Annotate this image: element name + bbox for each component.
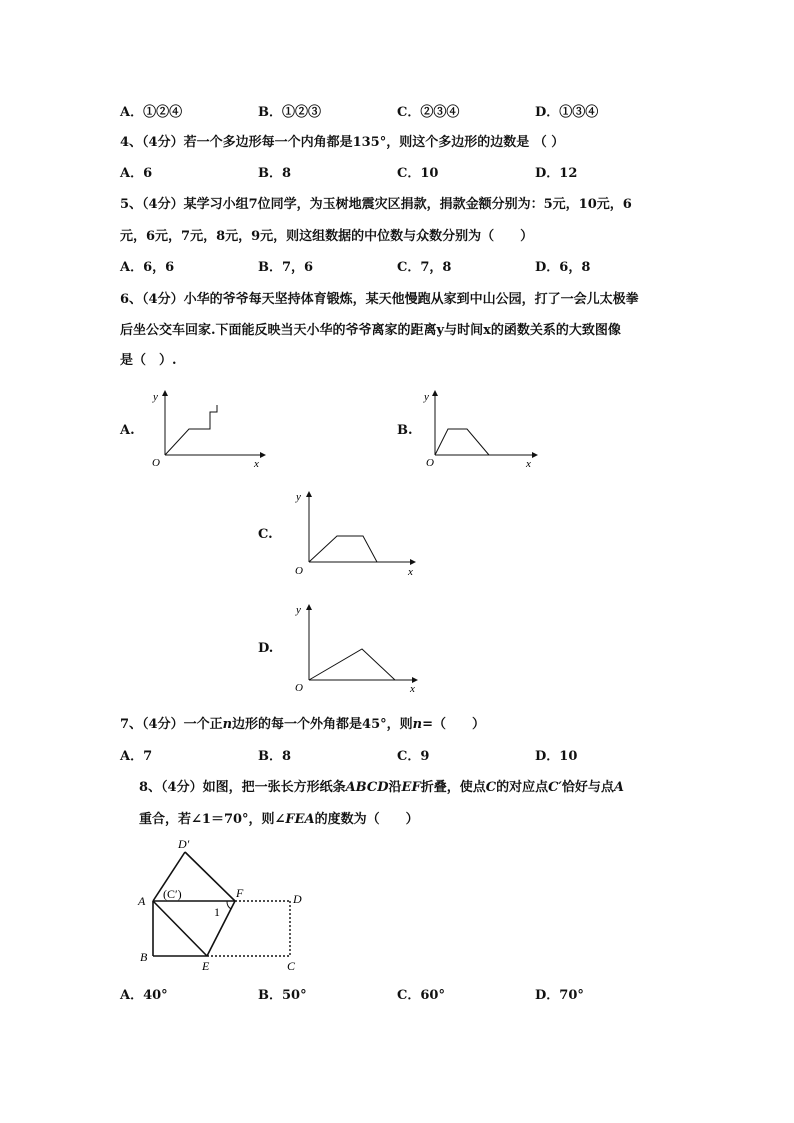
q8-stem-line2: 重合，若∠1＝70°，则∠FEA的度数为（ ） (139, 812, 419, 827)
q5-option-c[interactable]: C．7，8 (397, 260, 452, 275)
origin-label: O (295, 565, 303, 577)
label-A: A (138, 894, 146, 908)
origin-label: O (295, 682, 303, 694)
q4-option-a[interactable]: A．6 (120, 166, 153, 181)
q7-option-c[interactable]: C．9 (397, 749, 430, 764)
segment-AE (153, 901, 207, 956)
label-F: F (236, 886, 244, 900)
label-E: E (202, 959, 210, 973)
graph-a-curve (165, 405, 217, 455)
q8-option-d[interactable]: D．70° (535, 988, 584, 1003)
label-C: C (287, 959, 296, 973)
origin-label: O (426, 457, 434, 469)
q3-option-c[interactable]: C．②③④ (397, 105, 460, 120)
q6-graph-c-label[interactable]: C. (258, 527, 273, 542)
q4-option-b[interactable]: B．8 (258, 166, 292, 181)
q8-stem-line1: 8、（4分）如图，把一张长方形纸条ABCD沿EF折叠，使点C的对应点C′恰好与点A (139, 780, 624, 795)
label-D-prime: D′ (178, 837, 190, 851)
q8-option-a[interactable]: A．40° (120, 988, 168, 1003)
q4-stem: 4、（4分）若一个多边形每一个内角都是135°，则这个多边形的边数是 （ ） (120, 135, 565, 150)
axis-x-label: x (410, 683, 415, 695)
q7-option-b[interactable]: B．8 (258, 749, 292, 764)
axis-y-label: y (296, 491, 301, 503)
label-1: 1 (214, 905, 220, 919)
q5-stem-line2: 元，6元，7元，8元，9元，则这组数据的中位数与众数分别为（ ） (120, 229, 534, 244)
q8-figure (130, 830, 320, 975)
q6-graph-c (285, 487, 425, 577)
axis-y-label: y (424, 391, 429, 403)
origin-label: O (152, 457, 160, 469)
q6-graph-b-label[interactable]: B. (397, 423, 413, 438)
q5-option-a[interactable]: A．6，6 (120, 260, 175, 275)
q6-graph-b (415, 385, 545, 470)
graph-b-curve (435, 429, 489, 455)
label-C-prime: (C′) (163, 887, 182, 901)
label-D: D (293, 892, 302, 906)
graph-c-curve (309, 536, 377, 562)
q4-option-d[interactable]: D．12 (535, 166, 578, 181)
q3-option-a[interactable]: A．①②④ (120, 105, 183, 120)
q5-option-b[interactable]: B．7，6 (258, 260, 314, 275)
q7-stem: 7、（4分）一个正n边形的每一个外角都是45°，则n=（ ） (120, 717, 485, 732)
q6-stem-line2: 后坐公交车回家.下面能反映当天小华的爷爷离家的距离y与时间x的函数关系的大致图像 (120, 323, 621, 338)
segment-D-prime-F (185, 852, 235, 901)
q6-graph-d (285, 600, 425, 695)
graph-d-curve (309, 649, 395, 680)
angle-1-arc (227, 901, 231, 909)
axis-y-label: y (296, 604, 301, 616)
q6-graph-d-label[interactable]: D. (258, 641, 274, 656)
q6-stem-line1: 6、（4分）小华的爷爷每天坚持体育锻炼，某天他慢跑从家到中山公园，打了一会儿太极拳 (120, 292, 639, 307)
label-B: B (140, 950, 148, 964)
q6-graph-a-label[interactable]: A. (120, 423, 135, 438)
q3-option-b[interactable]: B．①②③ (258, 105, 321, 120)
axis-x-label: x (526, 458, 531, 470)
q7-option-d[interactable]: D．10 (535, 749, 578, 764)
q5-option-d[interactable]: D．6，8 (535, 260, 591, 275)
q8-option-c[interactable]: C．60° (397, 988, 445, 1003)
q3-option-d[interactable]: D．①③④ (535, 105, 599, 120)
q4-option-c[interactable]: C．10 (397, 166, 439, 181)
q5-stem-line1: 5、（4分）某学习小组7位同学，为玉树地震灾区捐款，捐款金额分别为：5元，10元，6 (120, 197, 632, 212)
axis-x-label: x (408, 566, 413, 577)
q7-option-a[interactable]: A．7 (120, 749, 153, 764)
axis-y-label: y (153, 391, 158, 403)
q6-stem-line3: 是（ ）. (120, 353, 177, 368)
q6-graph-a (140, 385, 270, 470)
axis-x-label: x (254, 458, 259, 470)
q8-option-b[interactable]: B．50° (258, 988, 307, 1003)
